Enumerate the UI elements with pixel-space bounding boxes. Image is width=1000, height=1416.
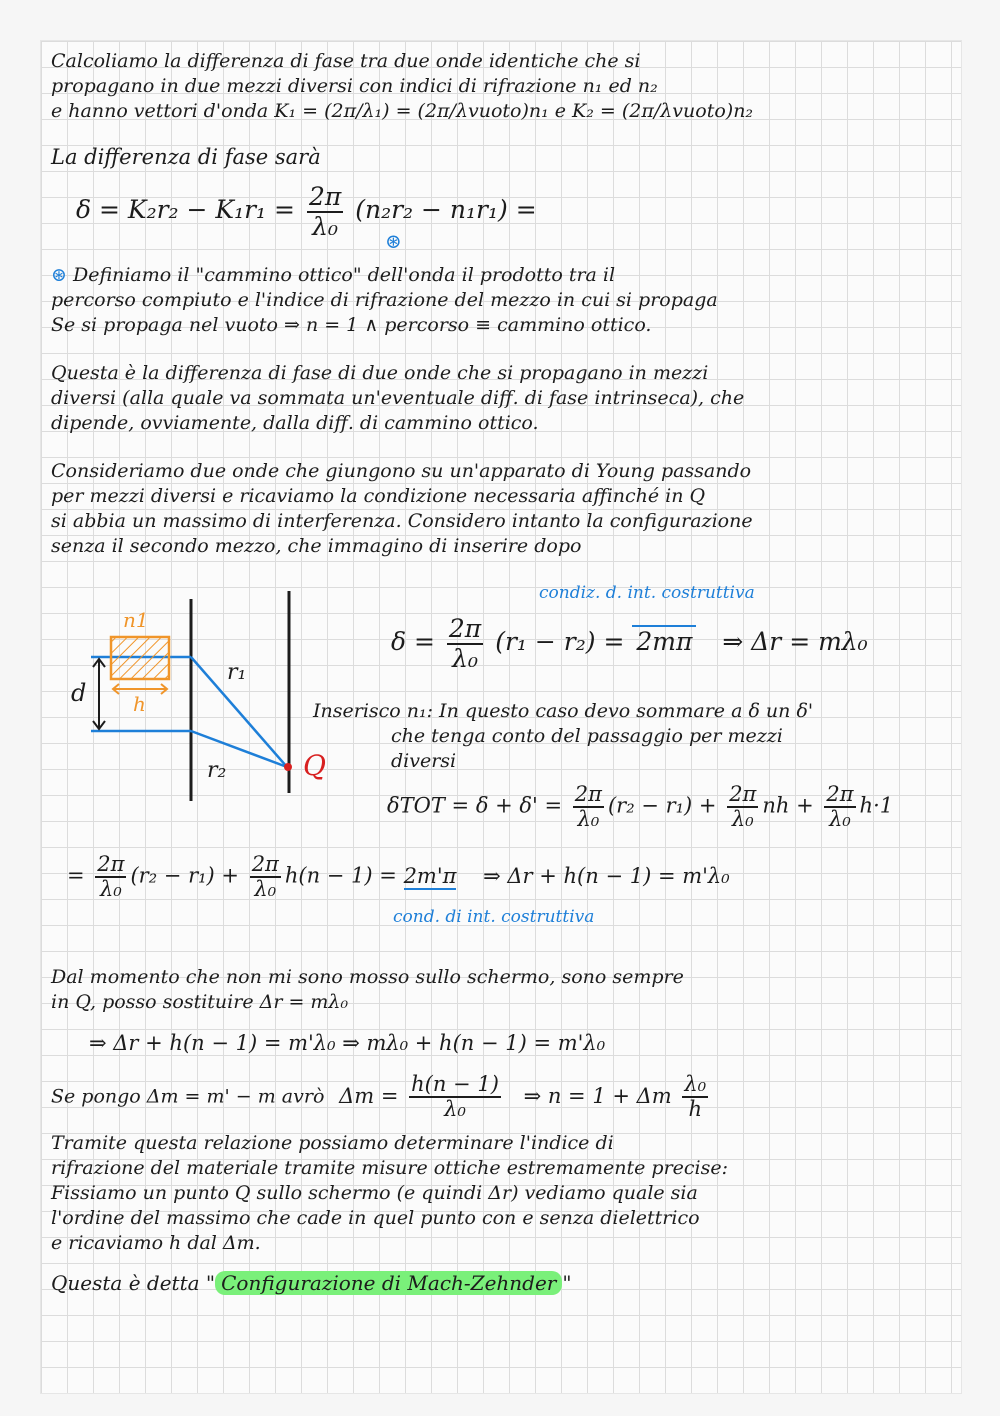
fraction-numerator: 2π xyxy=(308,182,342,211)
insert-line-1: Inserisco n₁: In questo caso devo sommare a δ un δ' xyxy=(313,700,814,722)
label-r2: r₂ xyxy=(207,758,227,783)
fraction-numerator: 2π xyxy=(95,853,126,878)
eq-cond1-boxed: 2mπ xyxy=(632,625,696,656)
method-para-line-3: Fissiamo un punto Q sullo schermo (e quindi Δr) vediamo quale sia xyxy=(51,1182,698,1204)
eq-line2-fraction-2 xyxy=(250,853,281,901)
method-para-line-4: l'ordine del massimo che cade in quel punto con e senza dielettrico xyxy=(51,1207,700,1229)
phase-eq-fraction xyxy=(307,183,343,240)
moved-para-line-1: Dal momento che non mi sono mosso sullo schermo, sono sempre xyxy=(51,966,684,988)
eq-line2-underlined: 2m'π xyxy=(403,863,457,888)
phase-heading: La differenza di fase sarà xyxy=(51,145,321,169)
fraction-numerator: 2π xyxy=(250,853,281,878)
eq-line2-result: ⇒ Δr + h(n − 1) = m'λ₀ xyxy=(483,863,730,888)
eq-final-pre: Se pongo Δm = m' − m avrò xyxy=(51,1085,325,1108)
fraction-denominator: h xyxy=(688,1097,703,1122)
point-q xyxy=(284,763,292,771)
fraction-numerator: 2π xyxy=(573,783,604,808)
fraction-denominator: λ₀ xyxy=(444,1097,466,1122)
intro-line-2: propagano in due mezzi diversi con indici di rifrazione n₁ ed n₂ xyxy=(51,75,658,97)
eq-cond1-lhs: δ = xyxy=(391,627,435,656)
equation-delta-tot xyxy=(387,783,893,831)
definition-line-2: percorso compiuto e l'indice di rifrazione del mezzo in cui si propaga xyxy=(51,289,718,311)
label-d: d xyxy=(71,679,87,707)
eq-final-mid: Δm = xyxy=(339,1083,399,1108)
closing-end: " xyxy=(562,1271,572,1295)
phase-equation xyxy=(76,183,537,240)
phase-para-line-1: Questa è la differenza di fase di due onde che si propagano in mezzi xyxy=(51,362,709,384)
highlighted-term: Configurazione di Mach-Zehnder xyxy=(215,1271,562,1295)
method-para-line-1: Tramite questa relazione possiamo determinare l'indice di xyxy=(51,1132,614,1154)
fraction-denominator: λ₀ xyxy=(452,643,479,673)
definition-line-3: Se si propaga nel vuoto ⇒ n = 1 ∧ percorso ≡ cammino ottico. xyxy=(51,314,652,336)
fraction-denominator: λ₀ xyxy=(312,211,339,241)
fraction-denominator: λ₀ xyxy=(100,877,122,902)
equation-line-2 xyxy=(67,853,730,901)
phase-eq-lhs: δ = K₂r₂ − K₁r₁ = xyxy=(76,195,295,224)
closing-line xyxy=(51,1271,572,1295)
eq-line2-term-1: (r₂ − r₁) + xyxy=(130,863,239,888)
fraction-numerator: 2π xyxy=(824,783,855,808)
eq-tot-fraction-3 xyxy=(824,783,855,831)
young-diagram xyxy=(71,591,341,811)
eq-tot-term-2: nh + xyxy=(762,793,814,818)
eq-tot-lhs: δTOT = δ + δ' = xyxy=(387,793,563,818)
young-para-line-4: senza il secondo mezzo, che immagino di inserire dopo xyxy=(51,535,582,557)
notebook-page xyxy=(40,40,962,1394)
label-h: h xyxy=(133,692,146,716)
cond-label-2: cond. di int. costruttiva xyxy=(393,907,595,927)
method-para-line-2: rifrazione del materiale tramite misure ottiche estremamente precise: xyxy=(51,1157,729,1179)
fraction-denominator: λ₀ xyxy=(254,877,277,902)
label-q: Q xyxy=(303,749,326,782)
young-para-line-2: per mezzi diversi e ricaviamo la condizione necessaria affinché in Q xyxy=(51,485,706,507)
method-para-line-5: e ricaviamo h dal Δm. xyxy=(51,1232,261,1254)
label-r1: r₁ xyxy=(227,660,247,685)
eq-tot-fraction-2 xyxy=(727,783,758,831)
eq-cond1-mid: (r₁ − r₂) = xyxy=(495,627,625,656)
fraction-denominator: λ₀ xyxy=(731,807,754,832)
intro-line-3: e hanno vettori d'onda K₁ = (2π/λ₁) = (2π/λvuoto)n₁ e K₂ = (2π/λvuoto)n₂ xyxy=(51,100,754,122)
definition-line-1 xyxy=(51,263,615,287)
eq-final-fraction-2 xyxy=(682,1073,708,1121)
equation-condition-1 xyxy=(391,615,868,672)
fraction-denominator: λ₀ xyxy=(829,807,851,832)
insert-line-3: diversi xyxy=(391,750,457,772)
eq-tot-term-3: h·1 xyxy=(859,793,894,818)
cond-label-1: condiz. d. int. costruttiva xyxy=(539,583,755,603)
moved-para-line-2: in Q, posso sostituire Δr = mλ₀ xyxy=(51,991,349,1013)
eq-line2-term-2: h(n − 1) = xyxy=(284,863,397,888)
eq-cond1-fraction xyxy=(447,615,483,672)
fraction-denominator: λ₀ xyxy=(577,807,600,832)
phase-para-line-2: diversi (alla quale va sommata un'eventuale diff. di fase intrinseca), che xyxy=(51,387,745,409)
eq-line2-fraction-1 xyxy=(95,853,126,901)
fraction-numerator: 2π xyxy=(448,614,482,643)
star-marker: ⊛ xyxy=(51,264,67,286)
label-n1: n1 xyxy=(123,608,149,632)
closing-text: Questa è detta " xyxy=(51,1271,216,1295)
phase-para-line-3: dipende, ovviamente, dalla diff. di cammino ottico. xyxy=(51,412,539,434)
eq-tot-term-1: (r₂ − r₁) + xyxy=(607,793,717,818)
young-para-line-1: Consideriamo due onde che giungono su un'apparato di Young passando xyxy=(51,460,752,482)
eq-line2-equals: = xyxy=(67,863,85,888)
equation-final xyxy=(51,1073,712,1121)
insert-line-2: che tenga conto del passaggio per mezzi xyxy=(391,725,783,747)
definition-text: Definiamo il "cammino ottico" dell'onda il prodotto tra il xyxy=(72,264,616,286)
star-marker: ⊛ xyxy=(385,229,402,253)
fraction-numerator: h(n − 1) xyxy=(409,1073,501,1098)
fraction-numerator: λ₀ xyxy=(682,1073,708,1098)
intro-line-1: Calcoliamo la differenza di fase tra due onde identiche che si xyxy=(51,50,641,72)
eq-final-arrow: ⇒ n = 1 + Δm xyxy=(523,1083,672,1108)
eq-cond1-result: ⇒ Δr = mλ₀ xyxy=(722,627,868,656)
fraction-numerator: 2π xyxy=(727,783,758,808)
dielectric-slab xyxy=(111,637,169,679)
eq-tot-fraction-1 xyxy=(573,783,604,831)
young-para-line-3: si abbia un massimo di interferenza. Considero intanto la configurazione xyxy=(51,510,753,532)
equation-substitution: ⇒ Δr + h(n − 1) = m'λ₀ ⇒ mλ₀ + h(n − 1) = m'λ₀ xyxy=(89,1031,606,1055)
eq-final-fraction-1 xyxy=(409,1073,501,1121)
phase-eq-rhs: (n₂r₂ − n₁r₁) = xyxy=(355,195,537,224)
